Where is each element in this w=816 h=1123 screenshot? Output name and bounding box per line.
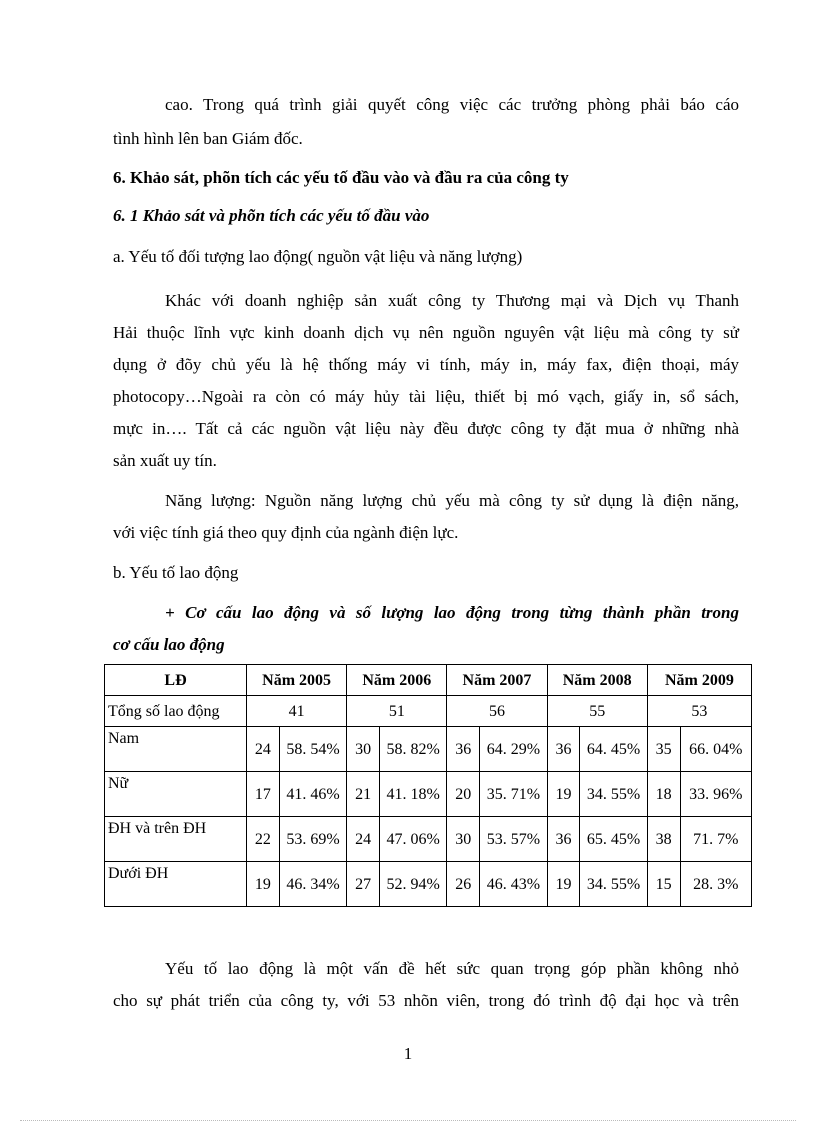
- count-cell: 38: [647, 817, 680, 862]
- table-row: [105, 862, 752, 907]
- count-cell: 26: [447, 862, 480, 907]
- subsection-heading: 6. 1 Khảo sát và phõn tích các yếu tố đầu vào: [113, 206, 430, 225]
- percent-cell: 34. 55%: [580, 862, 647, 907]
- subheading-a: a. Yếu tố đối tượng lao động( nguồn vật liệu và năng lượng): [113, 247, 523, 266]
- percent-cell: 28. 3%: [680, 862, 751, 907]
- percent-cell: 33. 96%: [680, 772, 751, 817]
- labor-structure-table: [104, 664, 752, 907]
- count-cell: 24: [247, 727, 280, 772]
- percent-cell: 64. 29%: [480, 727, 547, 772]
- caption-line: cơ cấu lao động: [113, 635, 225, 654]
- count-cell: 20: [447, 772, 480, 817]
- total-cell: 55: [547, 696, 647, 727]
- percent-cell: 53. 69%: [279, 817, 346, 862]
- text-line: cao. Trong quá trình giải quyết công việc các trưởng phòng phải báo cáo: [165, 95, 739, 114]
- percent-cell: 66. 04%: [680, 727, 751, 772]
- total-cell: 51: [347, 696, 447, 727]
- percent-cell: 46. 34%: [279, 862, 346, 907]
- count-cell: 18: [647, 772, 680, 817]
- text-line: Hải thuộc lĩnh vực kinh doanh dịch vụ nên nguồn nguyên vật liệu mà công ty sử: [113, 323, 739, 342]
- table-row: [105, 817, 752, 862]
- table-row: [105, 727, 752, 772]
- percent-cell: 41. 46%: [279, 772, 346, 817]
- count-cell: 30: [347, 727, 380, 772]
- percent-cell: 35. 71%: [480, 772, 547, 817]
- text-line: cho sự phát triển của công ty, với 53 nhõn viên, trong đó trình độ đại học và trên: [113, 991, 739, 1010]
- count-cell: 21: [347, 772, 380, 817]
- table-row: [105, 772, 752, 817]
- percent-cell: 41. 18%: [380, 772, 447, 817]
- count-cell: 19: [547, 772, 580, 817]
- percent-cell: 46. 43%: [480, 862, 547, 907]
- text-line: tình hình lên ban Giám đốc.: [113, 129, 303, 148]
- count-cell: 15: [647, 862, 680, 907]
- count-cell: 36: [547, 817, 580, 862]
- percent-cell: 71. 7%: [680, 817, 751, 862]
- text-line: dụng ở đõy chủ yếu là hệ thống máy vi tính, máy in, máy fax, điện thoại, máy: [113, 355, 739, 374]
- count-cell: 22: [247, 817, 280, 862]
- count-cell: 30: [447, 817, 480, 862]
- text-line: sản xuất uy tín.: [113, 451, 217, 470]
- row-label: ĐH và trên ĐH: [105, 817, 247, 862]
- row-label: Nữ: [105, 772, 247, 817]
- count-cell: 35: [647, 727, 680, 772]
- text-line: Năng lượng: Nguồn năng lượng chủ yếu mà công ty sử dụng là điện năng,: [165, 491, 739, 510]
- text-line: mực in…. Tất cả các nguồn vật liệu này đều được công ty đặt mua ở những nhà: [113, 419, 739, 438]
- header-corner: LĐ: [105, 665, 247, 696]
- total-cell: 56: [447, 696, 547, 727]
- percent-cell: 64. 45%: [580, 727, 647, 772]
- page-number: 1: [403, 1044, 413, 1063]
- table-header-row: [105, 665, 752, 696]
- header-year: Năm 2006: [347, 665, 447, 696]
- row-label: Dưới ĐH: [105, 862, 247, 907]
- text-line: photocopy…Ngoài ra còn có máy hủy tài liệu, thiết bị mó vạch, giấy in, sổ sách,: [113, 387, 739, 406]
- count-cell: 19: [547, 862, 580, 907]
- percent-cell: 47. 06%: [380, 817, 447, 862]
- count-cell: 24: [347, 817, 380, 862]
- percent-cell: 53. 57%: [480, 817, 547, 862]
- percent-cell: 65. 45%: [580, 817, 647, 862]
- percent-cell: 58. 82%: [380, 727, 447, 772]
- header-year: Năm 2007: [447, 665, 547, 696]
- count-cell: 19: [247, 862, 280, 907]
- percent-cell: 58. 54%: [279, 727, 346, 772]
- percent-cell: 34. 55%: [580, 772, 647, 817]
- subheading-b: b. Yếu tố lao động: [113, 563, 239, 582]
- text-line: Khác với doanh nghiệp sản xuất công ty Thương mại và Dịch vụ Thanh: [165, 291, 739, 310]
- text-line: Yếu tố lao động là một vấn đề hết sức quan trọng góp phần không nhỏ: [165, 959, 739, 978]
- total-cell: 53: [647, 696, 751, 727]
- caption-line: + Cơ cấu lao động và số lượng lao động trong từng thành phần trong: [165, 603, 739, 622]
- row-label: Nam: [105, 727, 247, 772]
- table-row-total: [105, 696, 752, 727]
- page-bottom-divider: [20, 1120, 796, 1121]
- row-label: Tổng số lao động: [105, 696, 247, 727]
- count-cell: 27: [347, 862, 380, 907]
- header-year: Năm 2008: [547, 665, 647, 696]
- section-heading: 6. Khảo sát, phõn tích các yếu tố đầu vào và đầu ra của công ty: [113, 168, 569, 187]
- count-cell: 36: [547, 727, 580, 772]
- count-cell: 36: [447, 727, 480, 772]
- text-line: với việc tính giá theo quy định của ngành điện lực.: [113, 523, 459, 542]
- count-cell: 17: [247, 772, 280, 817]
- header-year: Năm 2009: [647, 665, 751, 696]
- percent-cell: 52. 94%: [380, 862, 447, 907]
- header-year: Năm 2005: [247, 665, 347, 696]
- total-cell: 41: [247, 696, 347, 727]
